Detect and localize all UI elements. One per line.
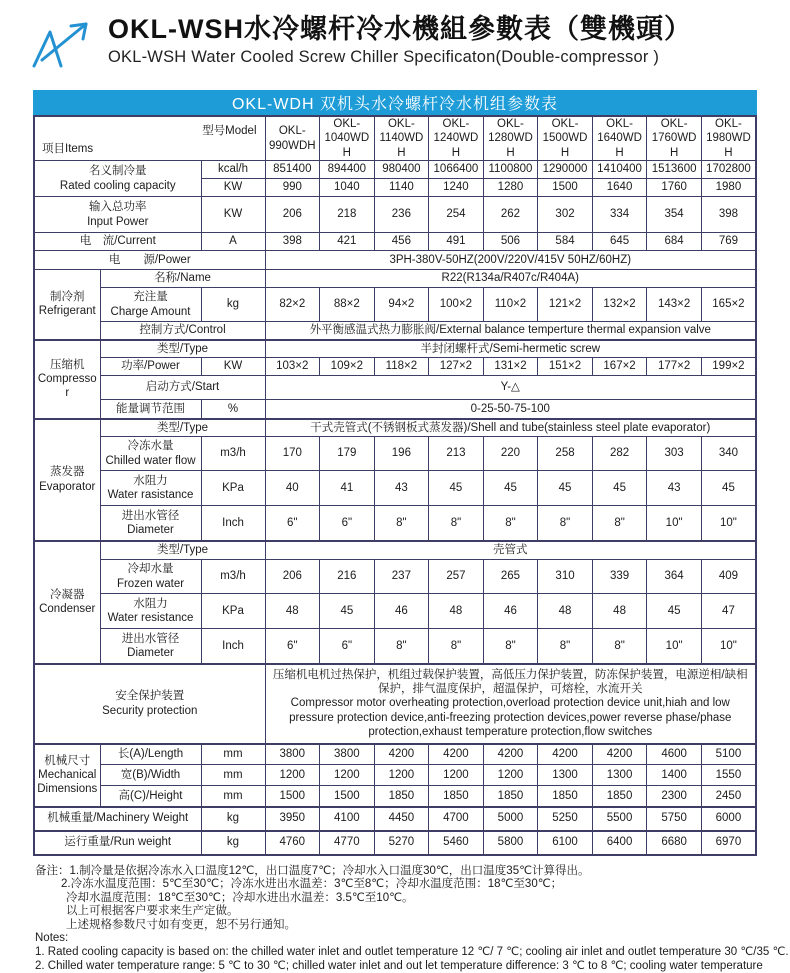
value-cell: 5800 <box>483 831 538 855</box>
unit-cell: kg <box>201 288 265 322</box>
value-cell: 1066400 <box>429 161 484 179</box>
note-line: 2. Chilled water temperature range: 5 ℃ to 30 ℃; chilled water inlet and out let temperature difference: 3 ℃ to 8 ℃; cooling water temperature <box>35 959 763 972</box>
row-label: 冷冻水量 Chilled water flow <box>100 437 201 471</box>
value-cell: 6" <box>320 506 375 541</box>
row-label: 电 源/Power <box>34 251 265 270</box>
model-header: OKL- 1280WDH <box>483 116 538 161</box>
unit-cell: A <box>201 233 265 251</box>
row-label: 控制方式/Control <box>100 322 265 340</box>
row-label: 冷却水量 Frozen water <box>100 560 201 594</box>
value-cell: 4100 <box>320 807 375 831</box>
unit-cell: mm <box>201 744 265 765</box>
unit-cell: KPa <box>201 594 265 629</box>
value-cell: 456 <box>374 233 429 251</box>
value-cell: 206 <box>265 197 320 233</box>
value-cell: 769 <box>701 233 756 251</box>
unit-cell: KW <box>201 197 265 233</box>
value-cell: 4700 <box>429 807 484 831</box>
value-cell: 45 <box>429 471 484 506</box>
value-cell: 100×2 <box>429 288 484 322</box>
value-cell: 1200 <box>429 765 484 786</box>
value-cell: 4450 <box>374 807 429 831</box>
row-label: 电 流/Current <box>34 233 201 251</box>
value-cell: 45 <box>701 471 756 506</box>
value-cell: 4200 <box>538 744 593 765</box>
value-cell: 1240 <box>429 179 484 197</box>
value-cell: 1980 <box>701 179 756 197</box>
value-cell: 303 <box>647 437 702 471</box>
value-cell: 1410400 <box>592 161 647 179</box>
spec-table <box>33 115 757 856</box>
unit-cell: KPa <box>201 471 265 506</box>
row-label: 类型/Type <box>100 419 265 437</box>
value-cell: 1702800 <box>701 161 756 179</box>
value-cell: 206 <box>265 560 320 594</box>
value-cell: 5270 <box>374 831 429 855</box>
value-cell: 282 <box>592 437 647 471</box>
value-cell: 6680 <box>647 831 702 855</box>
unit-cell: mm <box>201 786 265 807</box>
value-cell: 6970 <box>701 831 756 855</box>
value-cell: 265 <box>483 560 538 594</box>
value-cell: 6000 <box>701 807 756 831</box>
row-label: 能量调节范围 <box>100 400 201 419</box>
value-cell: 1290000 <box>538 161 593 179</box>
value-cell: 334 <box>592 197 647 233</box>
value-cell: 1200 <box>483 765 538 786</box>
value-cell: 3800 <box>265 744 320 765</box>
value-span: R22(R134a/R407c/R404A) <box>265 270 756 288</box>
value-cell: 8" <box>538 506 593 541</box>
value-cell: 8" <box>538 629 593 664</box>
value-cell: 5750 <box>647 807 702 831</box>
security-text: 压缩机电机过热保护，机组过载保护装置，高低压力保护装置，防冻保护装置，电源逆相/缺相保护，排气温度保护，超温保护，可熔栓，水流开关 Compressor motor overheating protection,overload protection device unit,hiah and low pressure protection device,anti-freezing protection devices,power reverse phase/phase protection,exhaust temperature protection,flow switches <box>265 664 756 744</box>
model-header: OKL- 1240WDH <box>429 116 484 161</box>
value-cell: 1500 <box>538 179 593 197</box>
value-cell: 3950 <box>265 807 320 831</box>
value-cell: 1850 <box>538 786 593 807</box>
value-cell: 354 <box>647 197 702 233</box>
value-cell: 257 <box>429 560 484 594</box>
value-cell: 40 <box>265 471 320 506</box>
value-cell: 8" <box>374 629 429 664</box>
value-cell: 1550 <box>701 765 756 786</box>
unit-cell: % <box>201 400 265 419</box>
value-cell: 6" <box>320 629 375 664</box>
value-cell: 10" <box>647 506 702 541</box>
note-line: 以上可根据客户要求来生产定做。 <box>66 905 239 918</box>
unit-cell: kg <box>201 807 265 831</box>
value-span: Y-△ <box>265 376 756 400</box>
note-line: 冷却水温度范围：18℃至30℃；冷却水进出水温差：3.5℃至10℃。 <box>66 891 414 904</box>
value-cell: 302 <box>538 197 593 233</box>
page-subtitle: OKL-WSH Water Cooled Screw Chiller Specificaton(Double-compressor ) <box>108 48 660 67</box>
value-cell: 110×2 <box>483 288 538 322</box>
value-cell: 4200 <box>483 744 538 765</box>
value-cell: 1500 <box>265 786 320 807</box>
note-line: 1. Rated cooling capacity is based on: the chilled water inlet and outlet temperature 12 ℃/ 7 ℃; cooling air inlet and outlet temperature 30 ℃/35 ℃. <box>35 946 789 958</box>
table-title-banner: OKL-WDH 双机头水冷螺杆冷水机组参数表 <box>33 90 757 115</box>
value-cell: 5000 <box>483 807 538 831</box>
row-label: 机械重量/Machinery Weight <box>34 807 201 831</box>
value-cell: 1300 <box>592 765 647 786</box>
value-cell: 1513600 <box>647 161 702 179</box>
group-label-dimensions: 机械尺寸 Mechanical Dimensions <box>34 744 100 807</box>
row-label: 进出水管径 Diameter <box>100 506 201 541</box>
spec-table-body <box>34 116 756 855</box>
page-header <box>0 0 790 86</box>
value-cell: 46 <box>374 594 429 629</box>
value-cell: 236 <box>374 197 429 233</box>
value-cell: 45 <box>483 471 538 506</box>
value-cell: 94×2 <box>374 288 429 322</box>
value-cell: 398 <box>265 233 320 251</box>
value-cell: 1760 <box>647 179 702 197</box>
value-cell: 132×2 <box>592 288 647 322</box>
value-cell: 3800 <box>320 744 375 765</box>
value-cell: 103×2 <box>265 358 320 376</box>
unit-cell: m3/h <box>201 437 265 471</box>
value-cell: 1850 <box>483 786 538 807</box>
spec-table-wrapper <box>33 90 757 856</box>
model-header: OKL- 1040WDH <box>320 116 375 161</box>
value-cell: 10" <box>701 506 756 541</box>
value-cell: 43 <box>647 471 702 506</box>
row-label: 功率/Power <box>100 358 201 376</box>
group-label-condenser: 冷凝器 Condenser <box>34 541 100 664</box>
value-cell: 48 <box>592 594 647 629</box>
row-label: 名义制冷量 Rated cooling capacity <box>34 161 201 197</box>
value-cell: 127×2 <box>429 358 484 376</box>
note-line: 备注：1.制冷量是依据冷冻水入口温度12℃，出口温度7℃；冷却水入口温度30℃，出口温度35℃计算得出。 <box>35 864 590 877</box>
value-cell: 5460 <box>429 831 484 855</box>
model-header: OKL- 1640WDH <box>592 116 647 161</box>
value-cell: 218 <box>320 197 375 233</box>
value-cell: 584 <box>538 233 593 251</box>
value-cell: 45 <box>592 471 647 506</box>
row-label: 类型/Type <box>100 541 265 560</box>
group-label-compressor: 压缩机 Compressor <box>34 340 100 419</box>
value-cell: 506 <box>483 233 538 251</box>
value-cell: 196 <box>374 437 429 471</box>
value-cell: 220 <box>483 437 538 471</box>
value-cell: 88×2 <box>320 288 375 322</box>
value-cell: 8" <box>374 506 429 541</box>
corner-cell <box>34 116 265 161</box>
value-cell: 45 <box>320 594 375 629</box>
title-block <box>104 14 692 67</box>
value-cell: 339 <box>592 560 647 594</box>
value-cell: 6100 <box>538 831 593 855</box>
value-cell: 645 <box>592 233 647 251</box>
value-cell: 121×2 <box>538 288 593 322</box>
value-cell: 45 <box>647 594 702 629</box>
unit-cell: kg <box>201 831 265 855</box>
value-cell: 46 <box>483 594 538 629</box>
arrow-up-right-icon <box>28 14 104 72</box>
model-header: OKL- 1980WDH <box>701 116 756 161</box>
value-cell: 48 <box>265 594 320 629</box>
value-cell: 8" <box>592 506 647 541</box>
unit-cell: Inch <box>201 506 265 541</box>
row-label: 高(C)/Height <box>100 786 201 807</box>
value-cell: 4770 <box>320 831 375 855</box>
value-cell: 10" <box>647 629 702 664</box>
row-label: 进出水管径 Diameter <box>100 629 201 664</box>
value-cell: 310 <box>538 560 593 594</box>
value-cell: 262 <box>483 197 538 233</box>
value-cell: 2450 <box>701 786 756 807</box>
value-cell: 43 <box>374 471 429 506</box>
row-label: 运行重量/Run weight <box>34 831 201 855</box>
value-cell: 216 <box>320 560 375 594</box>
unit-cell: kcal/h <box>201 161 265 179</box>
notes-section <box>35 864 789 973</box>
value-span: 半封闭螺杆式/Semi-hermetic screw <box>265 340 756 358</box>
row-label: 水阻力 Water resistance <box>100 594 201 629</box>
value-cell: 8" <box>483 629 538 664</box>
value-cell: 4200 <box>429 744 484 765</box>
value-cell: 82×2 <box>265 288 320 322</box>
value-cell: 254 <box>429 197 484 233</box>
value-cell: 684 <box>647 233 702 251</box>
value-cell: 170 <box>265 437 320 471</box>
value-cell: 1100800 <box>483 161 538 179</box>
value-cell: 143×2 <box>647 288 702 322</box>
value-cell: 131×2 <box>483 358 538 376</box>
value-cell: 491 <box>429 233 484 251</box>
value-cell: 990 <box>265 179 320 197</box>
model-header: OKL- 1500WDH <box>538 116 593 161</box>
value-cell: 421 <box>320 233 375 251</box>
unit-cell: KW <box>201 179 265 197</box>
value-cell: 6" <box>265 629 320 664</box>
value-cell: 177×2 <box>647 358 702 376</box>
value-cell: 5500 <box>592 807 647 831</box>
value-span: 0-25-50-75-100 <box>265 400 756 419</box>
value-cell: 1640 <box>592 179 647 197</box>
unit-cell: mm <box>201 765 265 786</box>
row-label: 长(A)/Length <box>100 744 201 765</box>
value-cell: 980400 <box>374 161 429 179</box>
value-cell: 1200 <box>374 765 429 786</box>
value-cell: 364 <box>647 560 702 594</box>
value-cell: 8" <box>429 629 484 664</box>
value-cell: 1200 <box>265 765 320 786</box>
value-cell: 409 <box>701 560 756 594</box>
value-cell: 6" <box>265 506 320 541</box>
row-label: 输入总功率 Input Power <box>34 197 201 233</box>
value-cell: 4200 <box>374 744 429 765</box>
value-cell: 1200 <box>320 765 375 786</box>
value-cell: 179 <box>320 437 375 471</box>
value-cell: 109×2 <box>320 358 375 376</box>
row-label: 宽(B)/Width <box>100 765 201 786</box>
page-title: OKL-WSH水冷螺杆冷水機組參數表（雙機頭） <box>108 14 692 44</box>
value-cell: 213 <box>429 437 484 471</box>
corner-model-label: 型号Model <box>202 125 257 137</box>
value-cell: 4200 <box>592 744 647 765</box>
note-line: 上述规格参数尺寸如有变更，恕不另行通知。 <box>66 918 296 931</box>
value-span: 干式壳管式(不锈钢板式蒸发器)/Shell and tube(stainless steel plate evaporator) <box>265 419 756 437</box>
value-cell: 8" <box>429 506 484 541</box>
value-cell: 4600 <box>647 744 702 765</box>
value-cell: 851400 <box>265 161 320 179</box>
row-label: 启动方式/Start <box>100 376 265 400</box>
group-label-refrigerant: 制冷剂 Refrigerant <box>34 270 100 340</box>
value-cell: 237 <box>374 560 429 594</box>
value-cell: 6400 <box>592 831 647 855</box>
unit-cell: m3/h <box>201 560 265 594</box>
value-cell: 894400 <box>320 161 375 179</box>
value-cell: 1280 <box>483 179 538 197</box>
value-cell: 1140 <box>374 179 429 197</box>
value-cell: 41 <box>320 471 375 506</box>
row-label: 水阻力 Water rasistance <box>100 471 201 506</box>
unit-cell: KW <box>201 358 265 376</box>
value-cell: 1400 <box>647 765 702 786</box>
value-cell: 167×2 <box>592 358 647 376</box>
value-cell: 118×2 <box>374 358 429 376</box>
value-cell: 151×2 <box>538 358 593 376</box>
value-cell: 45 <box>538 471 593 506</box>
value-span: 壳管式 <box>265 541 756 560</box>
row-label: 类型/Type <box>100 340 265 358</box>
corner-items-label: 项目Items <box>42 142 94 155</box>
value-cell: 47 <box>701 594 756 629</box>
value-cell: 1850 <box>374 786 429 807</box>
row-label: 名称/Name <box>100 270 265 288</box>
value-cell: 165×2 <box>701 288 756 322</box>
value-cell: 8" <box>483 506 538 541</box>
value-cell: 4760 <box>265 831 320 855</box>
value-cell: 258 <box>538 437 593 471</box>
model-header: OKL- 990WDH <box>265 116 320 161</box>
value-cell: 1850 <box>429 786 484 807</box>
value-cell: 199×2 <box>701 358 756 376</box>
group-label-evaporator: 蒸发器 Evaporator <box>34 419 100 541</box>
value-cell: 1500 <box>320 786 375 807</box>
value-cell: 2300 <box>647 786 702 807</box>
notes-en-label: Notes: <box>35 932 69 945</box>
model-header: OKL- 1760WDH <box>647 116 702 161</box>
value-cell: 340 <box>701 437 756 471</box>
value-cell: 10" <box>701 629 756 664</box>
value-cell: 1040 <box>320 179 375 197</box>
value-cell: 8" <box>592 629 647 664</box>
row-label: 充注量 Charge Amount <box>100 288 201 322</box>
value-cell: 1850 <box>592 786 647 807</box>
value-cell: 5100 <box>701 744 756 765</box>
note-line: 2.冷冻水温度范围：5℃至30℃；冷冻水进出水温差：3℃至8℃；冷却水温度范围：18℃至30℃； <box>61 878 563 891</box>
value-cell: 48 <box>538 594 593 629</box>
value-span: 外平衡感温式热力膨胀阀/External balance temperture thermal expansion valve <box>265 322 756 340</box>
row-label: 安全保护装置 Security protection <box>34 664 265 744</box>
unit-cell: Inch <box>201 629 265 664</box>
value-cell: 1300 <box>538 765 593 786</box>
value-cell: 48 <box>429 594 484 629</box>
value-span: 3PH-380V-50HZ(200V/220V/415V 50HZ/60HZ) <box>265 251 756 270</box>
value-cell: 5250 <box>538 807 593 831</box>
value-cell: 398 <box>701 197 756 233</box>
model-header: OKL- 1140WDH <box>374 116 429 161</box>
